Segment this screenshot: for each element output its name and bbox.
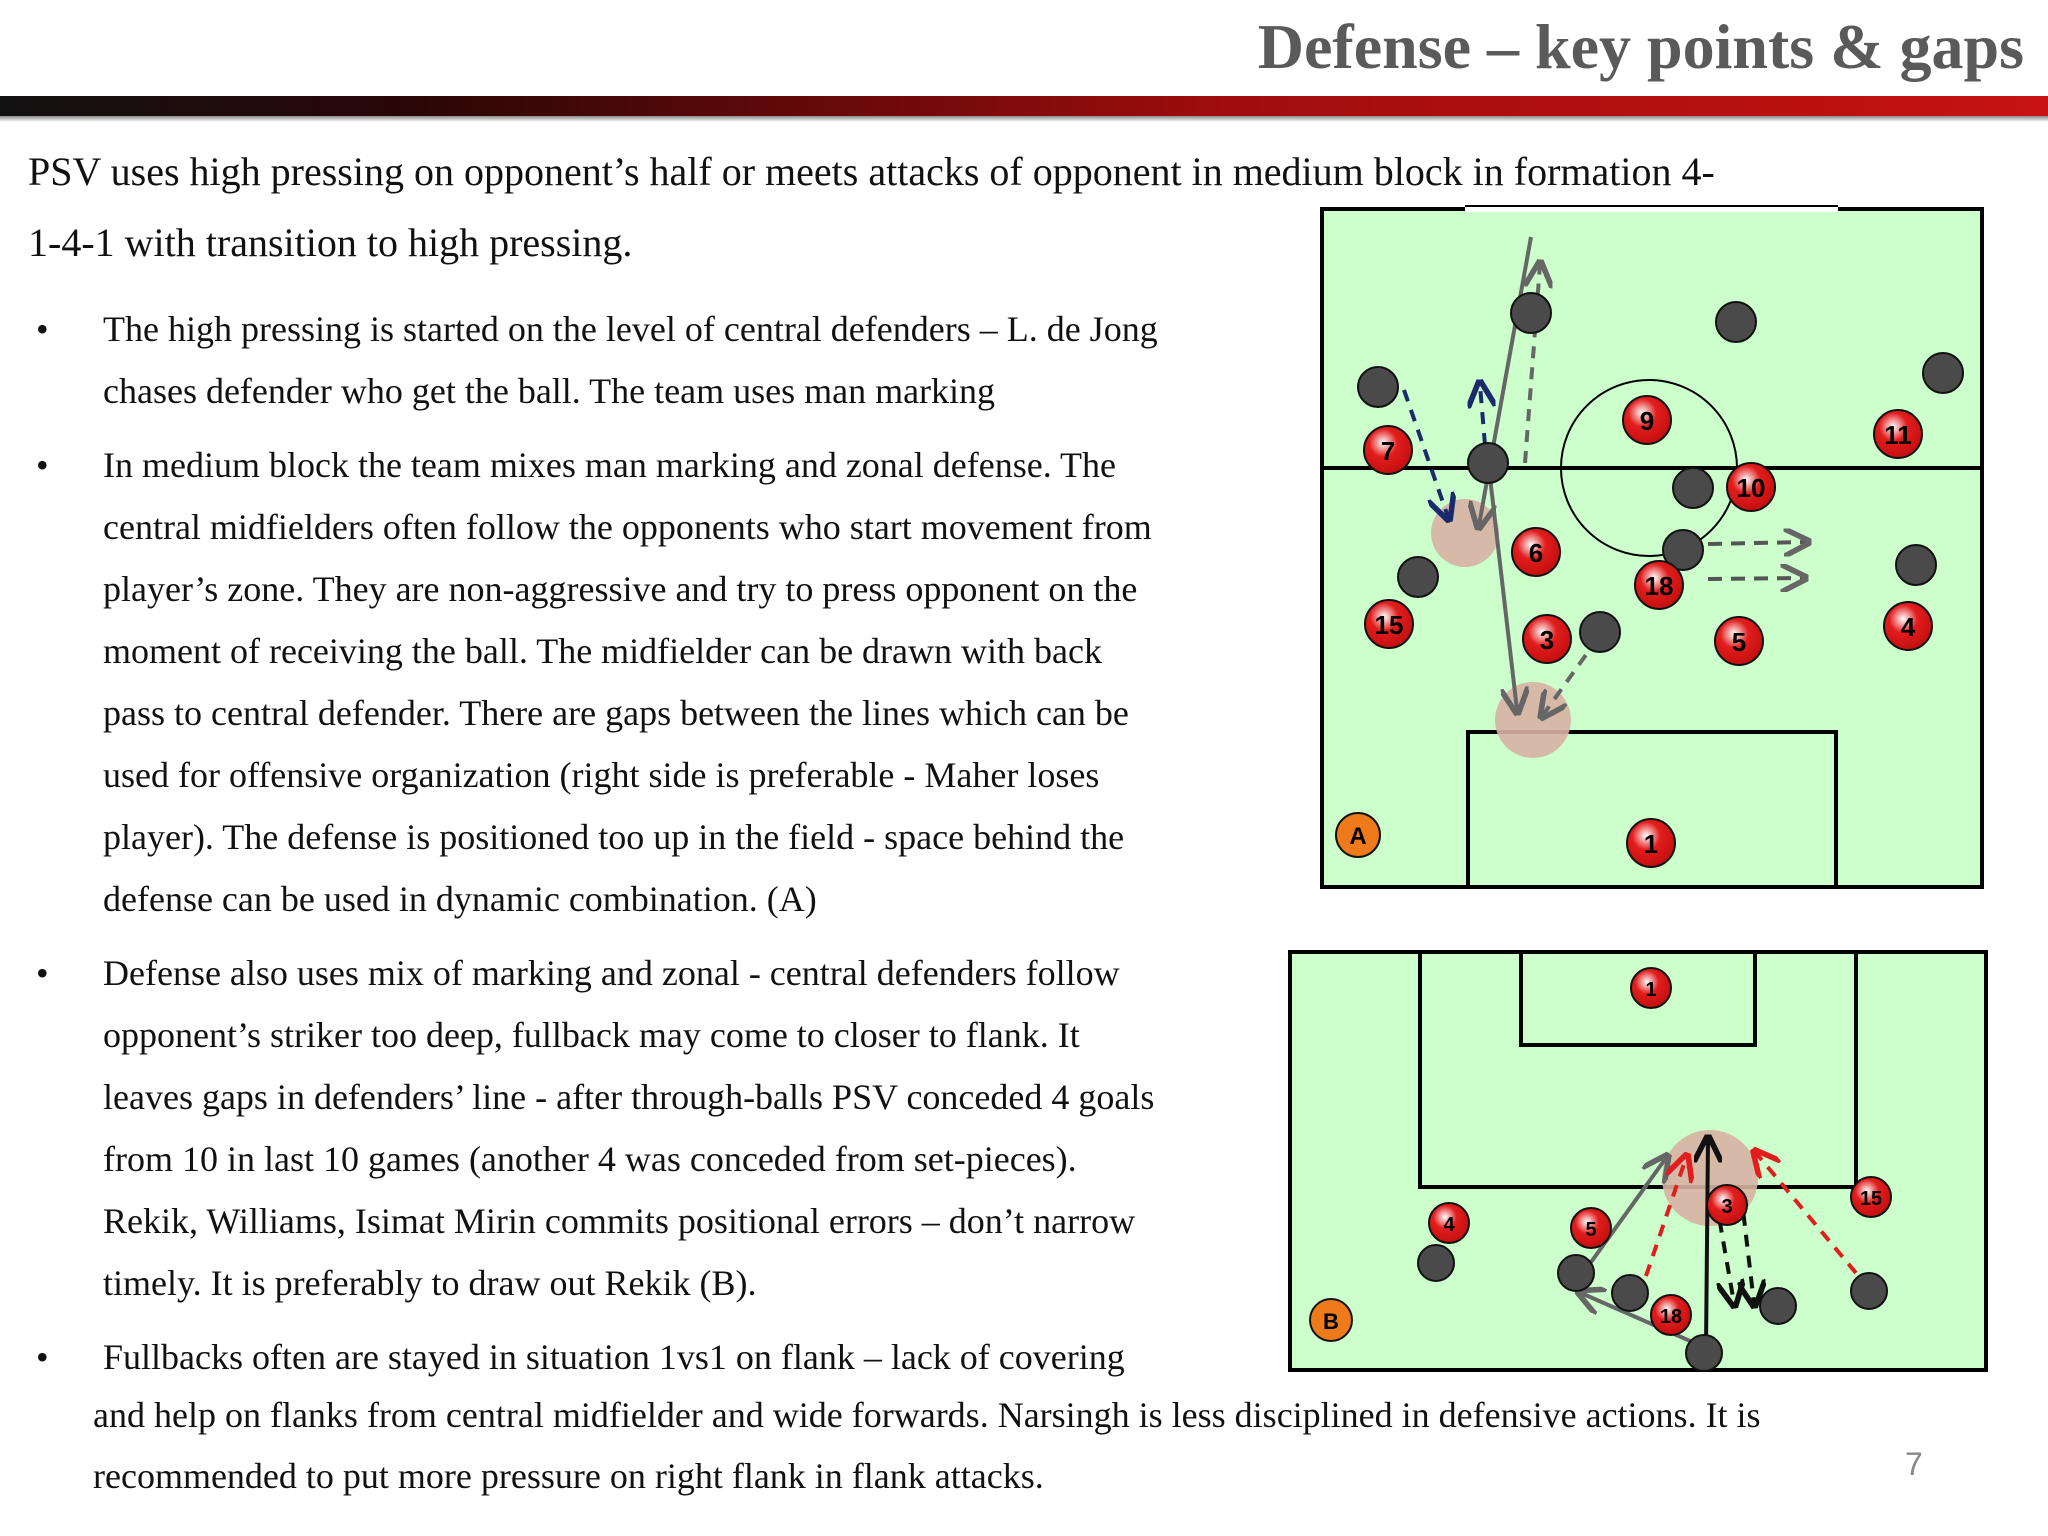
svg-text:9: 9: [1639, 406, 1655, 436]
bullet-2-line-6: used for offensive organization (right side is preferable - Maher loses: [103, 755, 1100, 795]
bullet-1-line-1: The high pressing is started on the level of central defenders – L. de Jong: [103, 309, 1158, 349]
tactical-diagram-b: [1286, 948, 1990, 1378]
bullet-3-line-2: opponent’s striker too deep, fullback may come to closer to flank. It: [103, 1015, 1080, 1055]
opponent-player: [1716, 302, 1756, 342]
bullet-4-line-1: Fullbacks often are stayed in situation 1vs1 on flank – lack of covering: [103, 1337, 1125, 1377]
opponent-player: [1558, 1255, 1594, 1291]
intro-line-2: 1-4-1 with transition to high pressing.: [28, 220, 633, 265]
diagram-a-label: [1336, 813, 1380, 857]
bullet-3-line-4: from 10 in last 10 games (another 4 was conceded from set-pieces).: [103, 1139, 1077, 1179]
psv-player: [1627, 819, 1675, 867]
bullet-2-line-1: In medium block the team mixes man marking and zonal defense. The: [103, 445, 1117, 485]
opponent-player: [1468, 443, 1508, 483]
svg-text:A: A: [1349, 823, 1367, 850]
bullet-4-line-3: recommended to put more pressure on right flank in flank attacks.: [93, 1456, 1044, 1496]
bullet-1-line-2: chases defender who get the ball. The team uses man marking: [103, 371, 996, 411]
svg-text:4: 4: [1443, 1214, 1455, 1236]
bullet-3-line-1: Defense also uses mix of marking and zonal - central defenders follow: [103, 953, 1120, 993]
svg-text:5: 5: [1731, 627, 1747, 657]
svg-text:10: 10: [1736, 473, 1766, 503]
bullet-2-line-5: pass to central defender. There are gaps between the lines which can be: [103, 693, 1129, 733]
pass-arrow: [1706, 1140, 1708, 1348]
psv-player: [1651, 1295, 1691, 1335]
psv-player: [1365, 600, 1413, 648]
svg-text:18: 18: [1659, 1306, 1683, 1328]
psv-player: [1851, 1177, 1891, 1217]
tactical-diagram-a: [1318, 205, 1988, 890]
bullet-2-line-3: player’s zone. They are non-aggressive and try to press opponent on the: [103, 569, 1138, 609]
svg-text:B: B: [1323, 1309, 1339, 1334]
opponent-player: [1760, 1288, 1796, 1324]
bullet-3-line-5: Rekik, Williams, Isimat Mirin commits positional errors – don’t narrow: [103, 1201, 1136, 1241]
psv-player: [1631, 968, 1671, 1008]
opponent-player: [1398, 557, 1438, 597]
psv-player: [1523, 615, 1571, 663]
bullet-2-line-4: moment of receiving the ball. The midfielder can be drawn with back: [103, 631, 1102, 671]
opponent-player: [1851, 1273, 1887, 1309]
psv-player: [1874, 410, 1922, 458]
bullet-3-line-6: timely. It is preferably to draw out Rekik (B).: [103, 1263, 757, 1303]
bullet-3-line-3: leaves gaps in defenders’ line - after through-balls PSV conceded 4 goals: [103, 1077, 1155, 1117]
psv-player: [1884, 602, 1932, 650]
svg-text:3: 3: [1539, 625, 1555, 655]
bullet-2-line-7: player). The defense is positioned too up in the field - space behind the: [103, 817, 1125, 857]
opponent-player: [1511, 293, 1551, 333]
bullet-4-line-2: and help on flanks from central midfielder and wide forwards. Narsingh is less disciplined in defensive actions. It is: [93, 1395, 1761, 1435]
title-divider-bar: [0, 96, 2048, 116]
svg-text:18: 18: [1644, 571, 1674, 601]
svg-text:3: 3: [1721, 1196, 1733, 1218]
psv-player: [1727, 463, 1775, 511]
svg-text:7: 7: [1380, 436, 1396, 466]
intro-line-1: PSV uses high pressing on opponent’s half or meets attacks of opponent in medium block in formation 4-: [28, 149, 1715, 194]
psv-player: [1429, 1203, 1469, 1243]
psv-player: [1512, 528, 1560, 576]
psv-player: [1715, 617, 1763, 665]
bullet-2-line-2: central midfielders often follow the opponents who start movement from: [103, 507, 1152, 547]
opponent-player: [1418, 1245, 1454, 1281]
svg-text:4: 4: [1900, 612, 1916, 642]
psv-player: [1635, 561, 1683, 609]
svg-text:5: 5: [1585, 1219, 1597, 1241]
svg-text:1: 1: [1645, 979, 1657, 1001]
bullet-2-line-8: defense can be used in dynamic combination. (A): [103, 879, 817, 919]
opponent-player: [1358, 367, 1398, 407]
svg-text:15: 15: [1374, 610, 1404, 640]
opponent-player: [1580, 612, 1620, 652]
psv-player: [1571, 1208, 1611, 1248]
bullet-marker: •: [36, 1337, 49, 1377]
opponent-player: [1896, 545, 1936, 585]
diagram-b-label: [1310, 1299, 1352, 1341]
bullet-marker: •: [36, 953, 49, 993]
page-number: 7: [1905, 1446, 1923, 1482]
svg-text:15: 15: [1859, 1188, 1883, 1210]
bullet-marker: •: [36, 445, 49, 485]
svg-text:1: 1: [1643, 829, 1659, 859]
psv-player: [1707, 1185, 1747, 1225]
opponent-player: [1612, 1275, 1648, 1311]
pressing-zone-highlight: [1431, 499, 1499, 567]
pitch-area: [1322, 209, 1982, 887]
svg-text:6: 6: [1528, 538, 1544, 568]
opponent-player: [1923, 353, 1963, 393]
psv-player: [1623, 396, 1671, 444]
opponent-player: [1673, 468, 1713, 508]
opponent-player: [1686, 1335, 1722, 1371]
psv-player: [1364, 426, 1412, 474]
bullet-marker: •: [36, 309, 49, 349]
slide-title: Defense – key points & gaps: [1257, 11, 2024, 82]
svg-text:11: 11: [1884, 420, 1912, 450]
